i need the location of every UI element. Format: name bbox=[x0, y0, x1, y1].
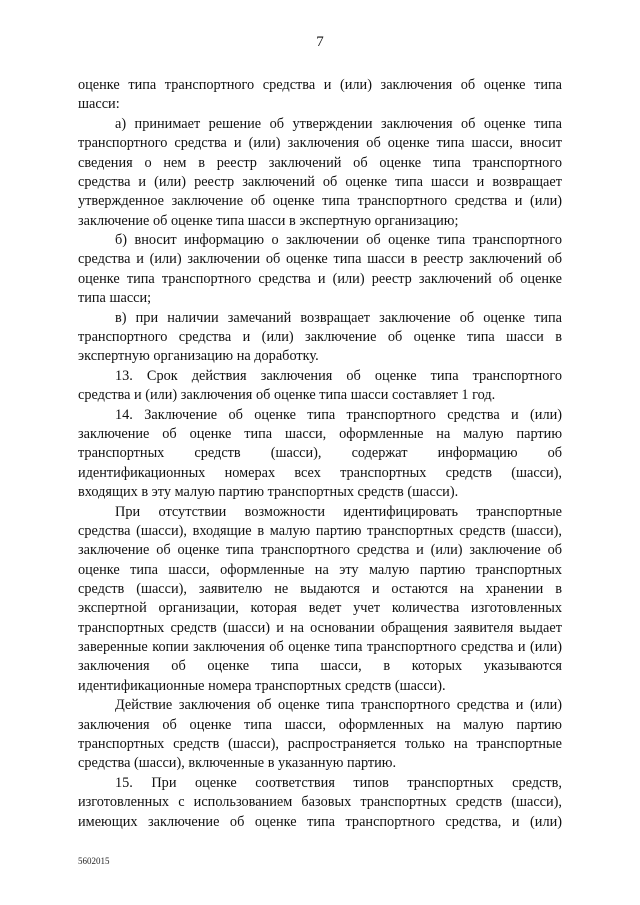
text-line: оценке типа транспортного средства и (или) заключения об оценке типа bbox=[78, 77, 562, 93]
text-line: средства (шасси), включенные в указанную партию. bbox=[78, 755, 397, 772]
text-line: средств (шасси), заявителю не выдаются и остаются на хранении в bbox=[78, 581, 562, 598]
text-line: входящих в эту малую партию транспортных средств (шасси). bbox=[78, 484, 459, 501]
text-line: заключения об оценке типа шасси, в которых указываются bbox=[78, 658, 562, 675]
document-body bbox=[78, 76, 562, 832]
paragraph bbox=[78, 115, 562, 231]
text-line: сведения о нем в реестр заключений об оценке типа транспортного bbox=[78, 154, 562, 171]
text-line: транспортного средства и (или) заключение об оценке типа шасси в bbox=[78, 329, 562, 346]
text-line: заверенные копии заключения об оценке типа транспортного средства и (или) bbox=[78, 639, 562, 656]
text-line: средства и (или) заключении об оценке типа шасси в реестр заключений об bbox=[78, 251, 562, 268]
text-line: оценке типа транспортного средства и (или) реестр заключений об оценке bbox=[78, 270, 562, 287]
paragraph bbox=[78, 76, 562, 115]
text-line: транспортных средств (шасси) и на основании обращения заявителя выдает bbox=[78, 619, 562, 636]
text-line: 15. При оценке соответствия типов транспортных средств, bbox=[115, 774, 562, 791]
text-line: в) при наличии замечаний возвращает заключение об оценке типа bbox=[115, 309, 562, 326]
document-code: 5602015 bbox=[78, 856, 110, 866]
text-line: идентификационных номерах всех транспортных средств (шасси), bbox=[78, 464, 562, 481]
paragraph bbox=[78, 503, 562, 696]
text-line: 14. Заключение об оценке типа транспортного средства и (или) bbox=[115, 406, 562, 423]
text-line: экспертной организации, которая ведет учет количества изготовленных bbox=[78, 600, 562, 617]
text-line: шасси: bbox=[78, 96, 120, 113]
text-line: транспортного средства и (или) заключения об оценке типа шасси, вносит bbox=[78, 135, 562, 152]
text-line: утвержденное заключение об оценке типа транспортного средства и (или) bbox=[78, 193, 562, 210]
paragraph bbox=[78, 774, 562, 832]
text-line: 13. Срок действия заключения об оценке типа транспортного bbox=[115, 367, 562, 384]
text-line: заключение об оценке типа шасси, оформленные на малую партию bbox=[78, 426, 562, 443]
text-line: типа шасси; bbox=[78, 290, 152, 307]
text-line: идентификационные номера транспортных средств (шасси). bbox=[78, 677, 446, 694]
paragraph bbox=[78, 231, 562, 308]
text-line: транспортных средств (шасси), содержат информацию об bbox=[78, 445, 562, 462]
paragraph bbox=[78, 696, 562, 773]
text-line: а) принимает решение об утверждении заключения об оценке типа bbox=[115, 115, 562, 132]
text-line: экспертную организацию на доработку. bbox=[78, 348, 319, 365]
text-line: изготовленных с использованием базовых транспортных средств (шасси), bbox=[78, 794, 562, 811]
text-line: средства и (или) заключения об оценке типа шасси составляет 1 год. bbox=[78, 387, 496, 404]
text-line: имеющих заключение об оценке типа транспортного средства, и (или) bbox=[78, 813, 562, 830]
paragraph bbox=[78, 367, 562, 406]
text-line: заключение об оценке типа транспортного средства и (или) заключение об bbox=[78, 542, 562, 559]
paragraph bbox=[78, 309, 562, 367]
text-line: заключение об оценке типа шасси в экспертную организацию; bbox=[78, 212, 459, 229]
text-line: средства и (или) реестр заключений об оценке типа шасси и возвращает bbox=[78, 173, 562, 190]
text-line: заключения об оценке типа шасси, оформленных на малую партию bbox=[78, 716, 562, 733]
text-line: оценке типа шасси, оформленные на эту малую партию транспортных bbox=[78, 561, 562, 578]
paragraph bbox=[78, 406, 562, 503]
text-line: б) вносит информацию о заключении об оценке типа транспортного bbox=[115, 232, 562, 249]
text-line: транспортных средств (шасси), распространяется только на транспортные bbox=[78, 736, 562, 752]
text-line: средства (шасси), входящие в малую партию транспортных средств (шасси), bbox=[78, 523, 562, 540]
text-line: При отсутствии возможности идентифицировать транспортные bbox=[115, 503, 562, 520]
text-line: Действие заключения об оценке типа транспортного средства и (или) bbox=[115, 697, 562, 714]
page-number: 7 bbox=[316, 34, 324, 50]
